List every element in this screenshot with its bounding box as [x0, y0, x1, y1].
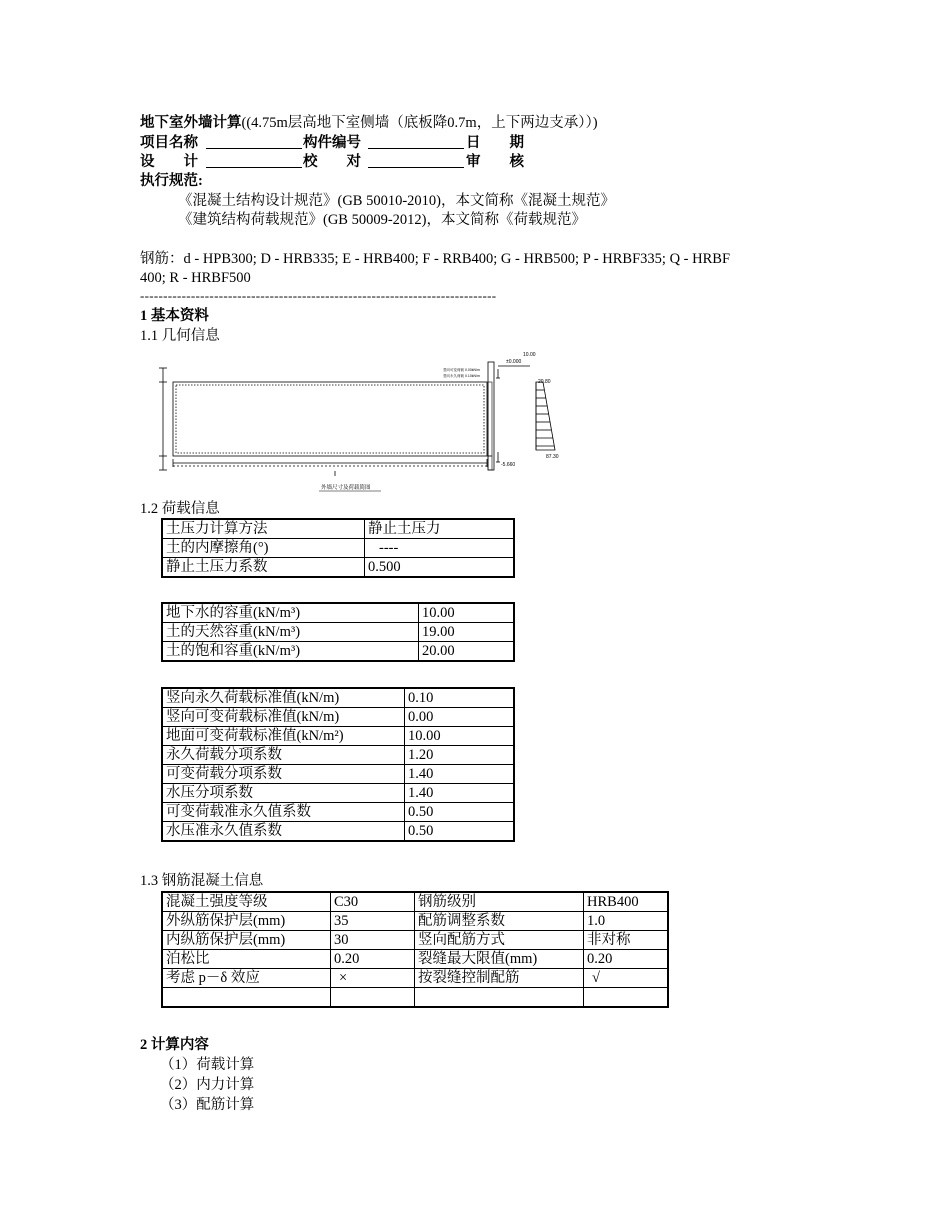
title-main: 地下室外墙计算 [140, 115, 242, 131]
table-cell [331, 988, 415, 1008]
table-cell: 0.50 [405, 822, 515, 842]
list-item: （3）配筋计算 [160, 1097, 255, 1113]
table-row [162, 519, 514, 539]
codes-label: 执行规范: [140, 173, 203, 189]
table-cell: 0.500 [365, 558, 515, 578]
table-row [162, 803, 514, 822]
section-1-title: 1 基本资料 [140, 308, 209, 324]
table-cell: 土压力计算方法 [162, 519, 365, 539]
table-row [162, 623, 514, 642]
label-check: 校 对 [303, 154, 361, 170]
blank-component-no [368, 148, 464, 149]
table-cell: 0.50 [405, 803, 515, 822]
table-cell [415, 988, 584, 1008]
table-cell: 土的饱和容重(kN/m³) [162, 642, 419, 662]
label-design: 设 计 [140, 154, 198, 170]
table-row [162, 708, 514, 727]
table-cell: 静止土压力 [365, 519, 515, 539]
figure-caption: 外墙尺寸及荷载简图 [321, 485, 371, 491]
section-2-title: 2 计算内容 [140, 1037, 209, 1053]
table-cell: 竖向永久荷载标准值(kN/m) [162, 688, 405, 708]
section-1-2-title: 1.2 荷载信息 [140, 501, 220, 517]
table-row [162, 746, 514, 765]
code-item: 《建筑结构荷载规范》(GB 50009-2012)，本文简称《荷载规范》 [178, 212, 587, 228]
ground-level-label: ±0.000 [506, 359, 522, 365]
table-row [162, 950, 668, 969]
pressure-top-label: 20.80 [538, 379, 551, 385]
table-cell: × [331, 969, 415, 988]
table-cell: 内纵筋保护层(mm) [162, 931, 331, 950]
table-cell: 0.20 [584, 950, 669, 969]
list-item: （1）荷载计算 [160, 1057, 255, 1073]
label-date: 日 期 [466, 135, 524, 151]
table-cell: 可变荷载分项系数 [162, 765, 405, 784]
table-cell: 35 [331, 912, 415, 931]
table-cell: 配筋调整系数 [415, 912, 584, 931]
table-cell [162, 988, 331, 1008]
table-cell: 1.40 [405, 784, 515, 803]
table-cell: 永久荷载分项系数 [162, 746, 405, 765]
table-cell: 可变荷载准永久值系数 [162, 803, 405, 822]
wall-elevation-inner [176, 385, 484, 453]
table-cell: 30 [331, 931, 415, 950]
blank-check [368, 167, 464, 168]
table-cell [584, 988, 669, 1008]
wall-diagram [155, 348, 575, 496]
separator: ----------------------------------------------------------------------------- [140, 288, 497, 303]
unit-weight-table [161, 602, 515, 662]
table-row [162, 931, 668, 950]
table-cell: 1.40 [405, 765, 515, 784]
table-cell: 水压准永久值系数 [162, 822, 405, 842]
table-row [162, 784, 514, 803]
table-cell: 0.20 [331, 950, 415, 969]
table-row [162, 603, 514, 623]
table-cell: HRB400 [584, 892, 669, 912]
table-cell: 19.00 [419, 623, 515, 642]
table-cell: 20.00 [419, 642, 515, 662]
rebar-legend-line: 400; R - HRBF500 [140, 270, 251, 286]
table-cell: 考虑 p－δ 效应 [162, 969, 331, 988]
bottom-level-label: -5.660 [501, 462, 516, 468]
table-cell: 按裂缝控制配筋 [415, 969, 584, 988]
table-row [162, 727, 514, 746]
table-cell: 地下水的容重(kN/m³) [162, 603, 419, 623]
label-project-name: 项目名称 [140, 135, 198, 151]
table-cell: 非对称 [584, 931, 669, 950]
table-row [162, 539, 514, 558]
table-cell: 水压分项系数 [162, 784, 405, 803]
earth-pressure-table [161, 518, 515, 578]
doc-title [140, 113, 598, 133]
table-cell: 竖向可变荷载标准值(kN/m) [162, 708, 405, 727]
wall-section [488, 362, 494, 470]
table-cell: 混凝土强度等级 [162, 892, 331, 912]
table-row [162, 969, 668, 988]
blank-design [206, 167, 302, 168]
table-cell: 0.10 [405, 688, 515, 708]
blank-project-name [206, 148, 302, 149]
table-cell: 竖向配筋方式 [415, 931, 584, 950]
title-sub: ((4.75m层高地下室侧墙（底板降0.7m，上下两边支承））) [241, 115, 598, 131]
table-cell: 地面可变荷载标准值(kN/m²) [162, 727, 405, 746]
load-table [161, 687, 515, 842]
label-review: 审 核 [466, 154, 524, 170]
table-cell: 1.0 [584, 912, 669, 931]
load-note: 竖向永久荷载 0.10kN/m [443, 374, 480, 378]
table-cell: 泊松比 [162, 950, 331, 969]
table-cell: 土的天然容重(kN/m³) [162, 623, 419, 642]
table-row [162, 642, 514, 662]
table-cell: 土的内摩擦角(°) [162, 539, 365, 558]
pressure-diagram [536, 382, 555, 450]
table-cell: 10.00 [405, 727, 515, 746]
label-component-no: 构件编号 [303, 135, 361, 151]
pressure-bottom-label: 87.30 [546, 454, 559, 460]
table-row [162, 558, 514, 578]
table-cell: 1.20 [405, 746, 515, 765]
rebar-legend-line: 钢筋：d - HPB300; D - HRB335; E - HRB400; F - RRB400; G - HRB500; P - HRBF335; Q - HRBF [140, 251, 731, 267]
table-cell: 钢筋级别 [415, 892, 584, 912]
table-row [162, 988, 668, 1008]
table-cell: C30 [331, 892, 415, 912]
table-cell: ---- [365, 539, 515, 558]
table-cell: 外纵筋保护层(mm) [162, 912, 331, 931]
table-row [162, 822, 514, 842]
code-item: 《混凝土结构设计规范》(GB 50010-2010)，本文简称《混凝土规范》 [178, 193, 616, 209]
section-1-3-title: 1.3 钢筋混凝土信息 [140, 873, 264, 889]
table-cell: 0.00 [405, 708, 515, 727]
rc-info-table [161, 891, 669, 1008]
table-row [162, 688, 514, 708]
table-cell: √ [584, 969, 669, 988]
table-row [162, 912, 668, 931]
list-item: （2）内力计算 [160, 1077, 255, 1093]
top-load-label: 10.00 [523, 352, 536, 358]
table-cell: 10.00 [419, 603, 515, 623]
table-row [162, 765, 514, 784]
section-1-1-title: 1.1 几何信息 [140, 328, 220, 344]
load-note: 竖向可变荷载 0.00kN/m [443, 368, 480, 372]
wall-elevation-outer [173, 382, 487, 456]
table-row [162, 892, 668, 912]
table-cell: 静止土压力系数 [162, 558, 365, 578]
table-cell: 裂缝最大限值(mm) [415, 950, 584, 969]
